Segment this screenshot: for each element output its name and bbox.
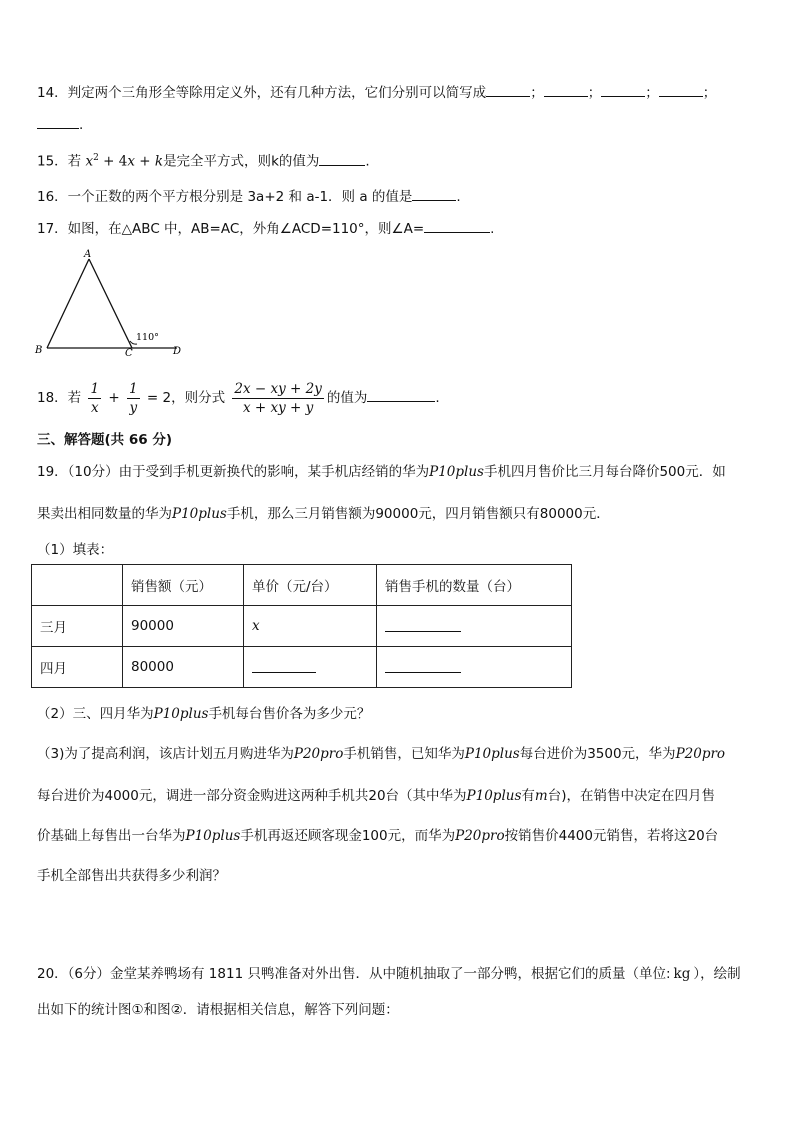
model-p10plus: P10plus bbox=[464, 746, 520, 762]
period: . bbox=[79, 117, 84, 133]
q19-part-3-line-2 bbox=[37, 786, 715, 806]
answer-blank-5[interactable] bbox=[37, 114, 79, 129]
answer-blank[interactable] bbox=[424, 218, 490, 233]
fraction-expression bbox=[232, 380, 323, 417]
table-header-cell: 销售额（元） bbox=[123, 565, 244, 606]
numerator: 1 bbox=[90, 380, 100, 397]
model-p20pro: P20pro bbox=[293, 746, 344, 762]
label-d: D bbox=[173, 346, 182, 357]
answer-blank[interactable] bbox=[385, 658, 461, 673]
table-cell-sales: 80000 bbox=[123, 647, 244, 688]
text: 每台进价为4000元，调进一部分资金购进这两种手机共20台（其中华为 bbox=[37, 788, 467, 804]
math-exponent: 2 bbox=[93, 153, 99, 163]
table-row bbox=[32, 606, 572, 647]
text: 按销售价4400元销售，若将这20台 bbox=[504, 828, 719, 844]
model-p20pro: P20pro bbox=[675, 746, 726, 762]
label-a: A bbox=[84, 249, 92, 260]
numerator: 2x − xy + 2y bbox=[234, 380, 322, 397]
table-cell-month: 三月 bbox=[32, 606, 123, 647]
answer-blank[interactable] bbox=[319, 151, 365, 166]
model-p10plus: P10plus bbox=[185, 828, 241, 844]
fraction-1-over-x bbox=[88, 380, 101, 417]
fraction-1-over-y bbox=[127, 380, 140, 417]
math-term: + 4 bbox=[103, 153, 128, 170]
text: 19．（10分）由于受到手机更新换代的影响，某手机店经销的华为 bbox=[37, 464, 430, 480]
text: 手机，那么三月销售额为90000元，四月销售额只有80000元． bbox=[226, 506, 610, 522]
answer-blank-3[interactable] bbox=[601, 82, 645, 97]
q19-part-3-line-3 bbox=[37, 826, 718, 846]
math-x: x bbox=[85, 153, 94, 170]
model-p10plus: P10plus bbox=[153, 706, 209, 722]
separator: ； bbox=[702, 85, 717, 101]
table-cell-sales: 90000 bbox=[123, 606, 244, 647]
question-17 bbox=[37, 218, 494, 239]
text: 手机销售，已知华为 bbox=[343, 746, 465, 762]
answer-blank-1[interactable] bbox=[486, 82, 530, 97]
table-header-row bbox=[32, 565, 572, 606]
question-18 bbox=[37, 376, 440, 420]
side-ac bbox=[89, 259, 132, 348]
angle-label: 110° bbox=[136, 332, 159, 343]
sales-table bbox=[31, 564, 572, 688]
q18-eq: = 2，则分式 bbox=[146, 390, 226, 406]
table-cell-price bbox=[244, 647, 377, 688]
question-20-line-2: 出如下的统计图①和图②．请根据相关信息，解答下列问题： bbox=[37, 1002, 399, 1018]
q19-part-3-line-4: 手机全部售出共获得多少利润？ bbox=[37, 868, 226, 884]
answer-blank[interactable] bbox=[412, 186, 456, 201]
table-cell-count bbox=[377, 647, 572, 688]
question-15 bbox=[37, 148, 370, 172]
q14-text: 14．判定两个三角形全等除用定义外，还有几种方法，它们分别可以简写成 bbox=[37, 85, 487, 101]
question-14 bbox=[37, 82, 716, 103]
answer-blank[interactable] bbox=[385, 617, 461, 632]
separator: ； bbox=[530, 85, 544, 101]
text: 有 bbox=[521, 788, 535, 804]
table-header-cell: 销售手机的数量（台） bbox=[377, 565, 572, 606]
text: 台)，在销售中决定在四月售 bbox=[547, 788, 715, 804]
label-c: C bbox=[125, 348, 133, 359]
period: . bbox=[490, 221, 495, 237]
period: . bbox=[365, 153, 370, 170]
q18-suffix: 的值为 bbox=[326, 390, 368, 406]
text: ），绘制 bbox=[693, 966, 741, 982]
question-19-line-2 bbox=[37, 504, 610, 524]
label-b: B bbox=[35, 345, 43, 356]
text: 手机每台售价各为多少元？ bbox=[208, 706, 371, 722]
unit-kg: kg bbox=[673, 966, 691, 982]
text: 手机四月售价比三月每台降价500元．如 bbox=[483, 464, 726, 480]
text: 价基础上每售出一台华为 bbox=[37, 828, 186, 844]
model-p10plus: P10plus bbox=[429, 464, 484, 480]
table-row bbox=[32, 647, 572, 688]
text: 20．（6分）金堂某养鸭场有 1811 只鸭准备对外出售．从中随机抽取了一部分鸭，根据它们的质量（单位: bbox=[37, 966, 671, 982]
model-p20pro: P20pro bbox=[455, 828, 505, 844]
q17-text: 17．如图，在△ABC 中，AB=AC，外角∠ACD=110°，则∠A= bbox=[37, 221, 425, 237]
math-x: x bbox=[127, 153, 135, 170]
table-cell-month: 四月 bbox=[32, 647, 123, 688]
math-plus: + bbox=[139, 153, 151, 170]
numerator: 1 bbox=[128, 380, 138, 397]
text: （3)为了提高利润，该店计划五月购进华为 bbox=[37, 746, 294, 762]
answer-blank-2[interactable] bbox=[544, 82, 588, 97]
table-header-cell bbox=[32, 565, 123, 606]
text: 果卖出相同数量的华为 bbox=[37, 506, 172, 522]
answer-blank-4[interactable] bbox=[659, 82, 703, 97]
answer-blank[interactable] bbox=[252, 658, 316, 673]
text: 每台进价为3500元，华为 bbox=[519, 746, 676, 762]
answer-blank[interactable] bbox=[367, 387, 435, 402]
q19-part-2 bbox=[37, 704, 370, 724]
q19-part-3-line-1 bbox=[37, 744, 725, 764]
separator: ； bbox=[645, 85, 659, 101]
text: 手机再返还顾客现金100元，而华为 bbox=[240, 828, 456, 844]
question-14-cont bbox=[37, 114, 83, 135]
period: . bbox=[435, 390, 440, 406]
q19-part-1-label: （1）填表： bbox=[37, 542, 114, 558]
q15-var: k bbox=[271, 153, 279, 170]
denominator: x + xy + y bbox=[242, 399, 314, 416]
table-cell-price: x bbox=[244, 606, 377, 647]
denominator: y bbox=[129, 399, 138, 416]
question-16 bbox=[37, 186, 461, 207]
math-plus: + bbox=[108, 390, 120, 406]
section-title: 三、解答题(共 66 分) bbox=[37, 432, 173, 448]
triangle-figure bbox=[32, 246, 192, 362]
period: . bbox=[456, 189, 461, 205]
table-header-cell: 单价（元/台） bbox=[244, 565, 377, 606]
table-cell-count bbox=[377, 606, 572, 647]
q16-text: 16．一个正数的两个平方根分别是 3a+2 和 a-1．则 a 的值是 bbox=[37, 189, 413, 205]
q15-suffix: 的值为 bbox=[278, 153, 320, 170]
q18-prefix: 18．若 bbox=[37, 390, 82, 406]
q15-prefix: 15．若 bbox=[37, 153, 82, 170]
side-ab bbox=[47, 259, 89, 348]
math-k: k bbox=[154, 153, 164, 170]
question-20-line-1 bbox=[37, 964, 741, 984]
model-p10plus: P10plus bbox=[172, 506, 227, 522]
q15-middle: 是完全平方式，则 bbox=[163, 153, 272, 170]
question-19-line-1 bbox=[37, 462, 726, 482]
text: （2）三、四月华为 bbox=[37, 706, 154, 722]
math-m: m bbox=[534, 788, 548, 804]
denominator: x bbox=[90, 399, 99, 416]
model-p10plus: P10plus bbox=[466, 788, 522, 804]
separator: ； bbox=[587, 85, 602, 101]
